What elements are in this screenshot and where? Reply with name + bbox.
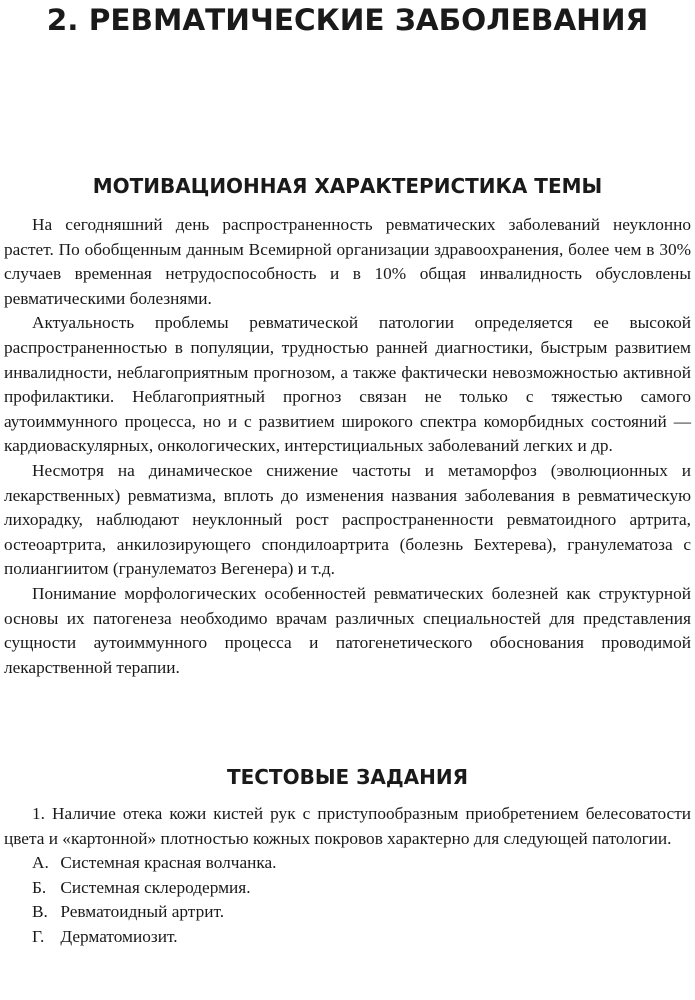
paragraph: Понимание морфологических особенностей ревматических болезней как структурной основы их патогенеза необходимо врачам различных специальностей для представления сущности аутоиммунного процесса и патогенетического обоснования проводимой лекарственной терапии. <box>4 583 691 677</box>
question-text: 1. Наличие отека кожи кистей рук с приступообразным приобретением белесоватости цвета и «картонной» плотностью кожных покровов характерно для следующей патологии. <box>4 804 691 848</box>
section-heading-motivation: МОТИВАЦИОННАЯ ХАРАКТЕРИСТИКА ТЕМЫ <box>92 174 603 198</box>
section-heading-tests: ТЕСТОВЫЕ ЗАДАНИЯ <box>226 765 469 789</box>
answer-options <box>4 851 691 949</box>
option-text: Дерматомиозит. <box>60 926 178 946</box>
option-letter: В. <box>32 902 48 922</box>
option-letter: Б. <box>32 877 47 897</box>
answer-option <box>4 851 691 876</box>
answer-option <box>4 876 691 901</box>
answer-option <box>4 925 691 950</box>
chapter-title: 2. РЕВМАТИЧЕСКИЕ ЗАБОЛЕВАНИЯ <box>46 3 649 37</box>
option-letter: Г. <box>32 926 45 946</box>
option-text: Системная склеродермия. <box>60 877 251 897</box>
tests-section <box>4 802 691 950</box>
paragraph: Несмотря на динамическое снижение частоты и метаморфоз (эволюционных и лекарственных) ревматизма, вплоть до изменения названия заболевания в ревматическую лихорадку, наблюдают неуклонный рост распространенности ревматоидного артрита, остеоартрита, анкилозирующего спондилоартрита (болезнь Бехтерева), гранулематоза с полиангиитом (гранулематоз Вегенера) и т.д. <box>4 460 691 579</box>
paragraph: На сегодняшний день распространенность ревматических заболеваний неуклонно растет. По обобщенным данным Всемирной организации здравоохранения, более чем в 30% случаев временная нетрудоспособность и в 10% общая инвалидность обусловлены ревматическими болезнями. <box>4 215 691 308</box>
paragraph: Актуальность проблемы ревматической патологии определяется ее высокой распространенностью в популяции, трудностью ранней диагностики, быстрым развитием инвалидности, неблагоприятным прогнозом, а также фактически невозможностью активной профилактики. Неблагоприятный прогноз связан не только с тяжестью самого аутоиммунного процесса, но и с развитием широкого спектра коморбидных состояний — кардиоваскулярных, онкологических, интерстициальных заболеваний легких и др. <box>4 313 691 456</box>
option-text: Ревматоидный артрит. <box>60 902 225 922</box>
option-text: Системная красная волчанка. <box>60 853 277 873</box>
option-letter: А. <box>32 853 49 873</box>
answer-option <box>4 900 691 925</box>
motivation-section <box>4 213 691 680</box>
